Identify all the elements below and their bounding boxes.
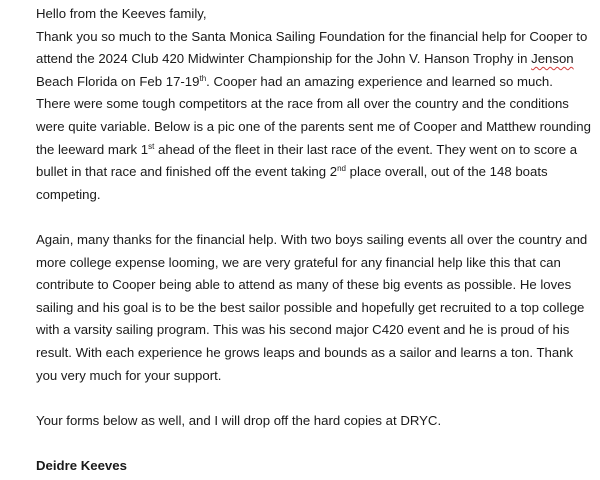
paragraph-spacer <box>36 387 596 410</box>
text-run: Beach Florida on Feb 17-19 <box>36 73 200 89</box>
paragraph-line <box>36 139 596 162</box>
superscript: st <box>148 141 155 151</box>
greeting: Hello from the Keeves family, <box>36 6 207 21</box>
paragraph-line: There were some tough competitors at the race from all over the country and the conditions <box>36 96 569 112</box>
paragraph-line: sailing and his goal is to be the best sailor possible and hopefully get recruited to a top college <box>36 299 585 315</box>
paragraph-line: competing. <box>36 186 101 202</box>
paragraph-spacer <box>36 432 596 455</box>
paragraph-line <box>36 161 596 184</box>
paragraph-line: you very much for your support. <box>36 367 222 383</box>
paragraph-line: result. With each experience he grows leaps and bounds as a sailor and learns a ton. Thank <box>36 344 574 360</box>
paragraph-thanks <box>36 26 596 207</box>
paragraph-line <box>36 71 596 94</box>
paragraph-line: Again, many thanks for the financial help. With two boys sailing events all over the country and <box>36 231 588 247</box>
text-run: bullet in that race and finished off the event taking 2 <box>36 164 338 180</box>
text-run: the leeward mark 1 <box>36 141 149 157</box>
misspelled-word: Jenson <box>531 51 574 67</box>
signature: Deidre Keeves <box>36 457 127 473</box>
paragraph-spacer <box>36 206 596 229</box>
paragraph-line: Thank you so much to the Santa Monica Sailing Foundation for the financial help for Cooper to <box>36 28 588 44</box>
letter-body <box>36 3 596 477</box>
paragraph-line: contribute to Cooper being able to attend as many of these big events as possible. He loves <box>36 277 572 293</box>
superscript: nd <box>337 164 346 174</box>
paragraph-forms: Your forms below as well, and I will drop off the hard copies at DRYC. <box>36 412 442 428</box>
superscript: th <box>199 73 207 83</box>
text-run: attend the 2024 Club 420 Midwinter Championship for the John V. Hanson Trophy in <box>36 51 532 67</box>
paragraph-gratitude <box>36 229 596 387</box>
paragraph-line: more college expense looming, we are very grateful for any financial help like this that can <box>36 254 561 270</box>
text-run: . Cooper had an amazing experience and learned so much. <box>206 73 553 89</box>
text-run: place overall, out of the 148 boats <box>345 164 548 180</box>
paragraph-line: were quite variable. Below is a pic one of the parents sent me of Cooper and Matthew rounding <box>36 118 591 134</box>
paragraph-line <box>36 48 596 71</box>
text-run: ahead of the fleet in their last race of the event. They went on to score a <box>154 141 578 157</box>
paragraph-line: with a varsity sailing program. This was his second major C420 event and he is proud of his <box>36 322 570 338</box>
